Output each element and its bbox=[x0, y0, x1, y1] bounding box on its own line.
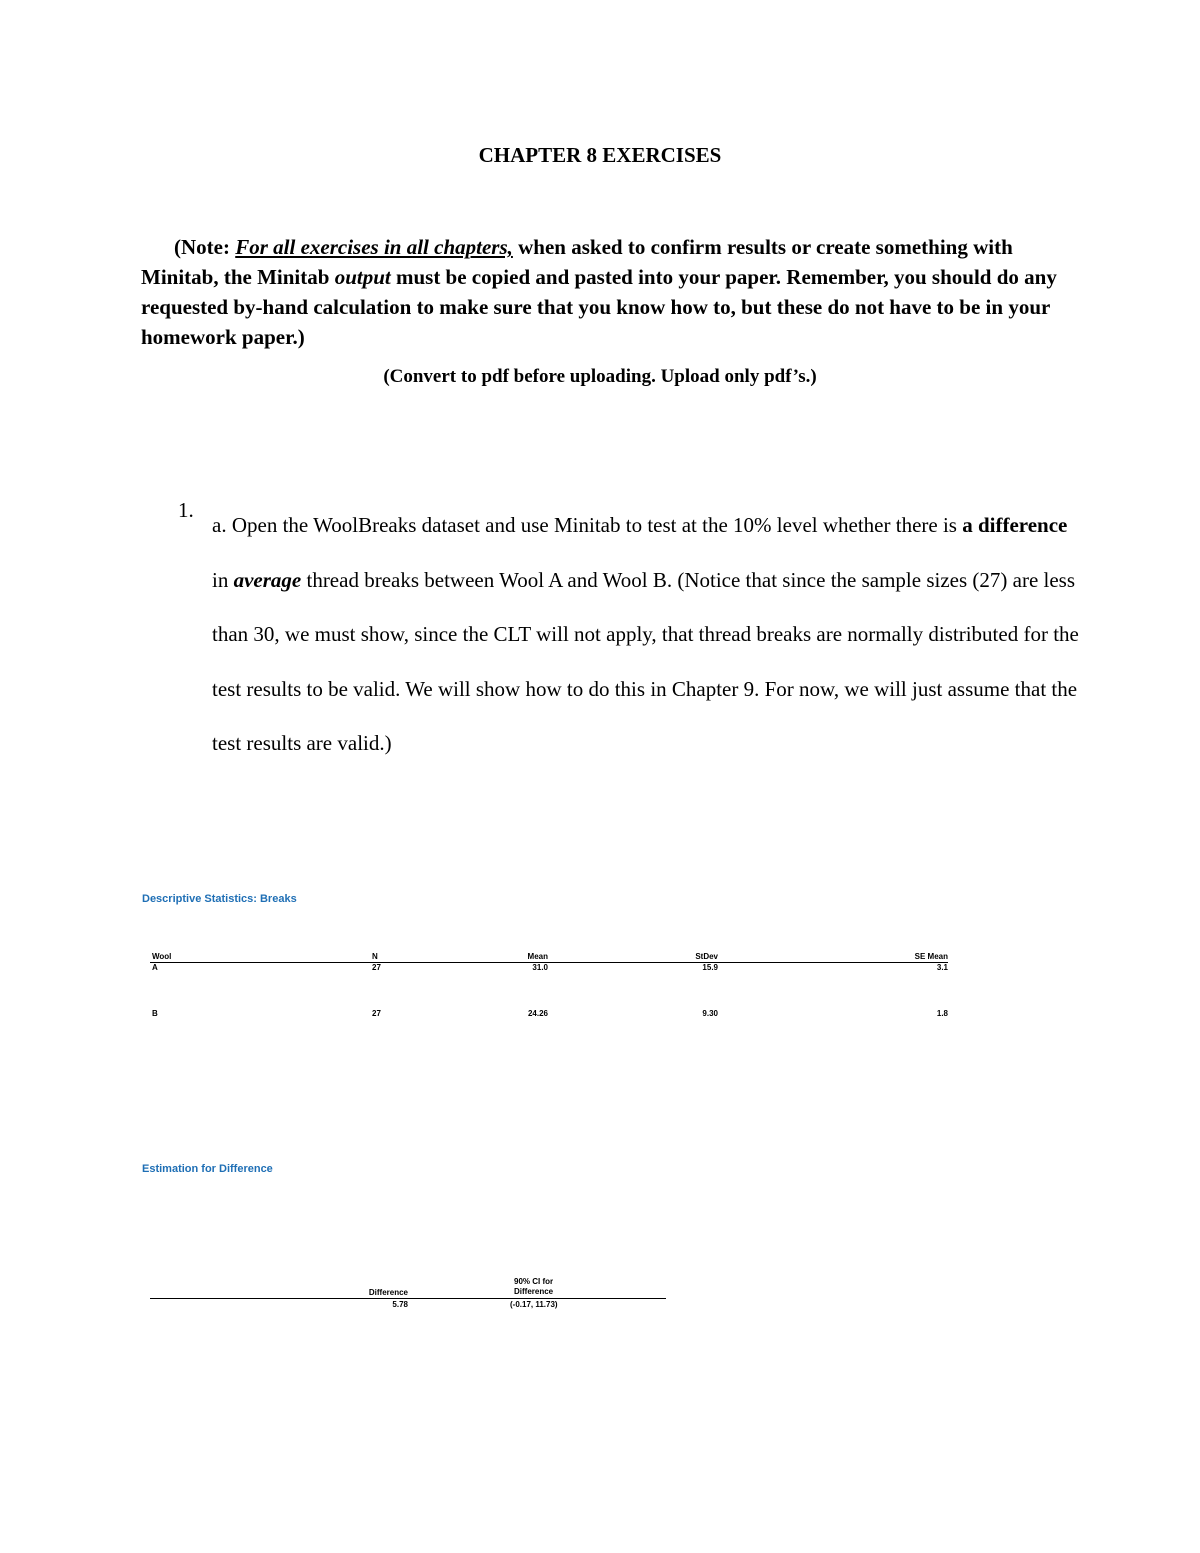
table-header-row bbox=[150, 952, 948, 963]
question-text-2: in bbox=[212, 567, 234, 592]
cell-stdev: 15.9 bbox=[702, 963, 718, 972]
cell-mean: 24.26 bbox=[527, 1009, 548, 1018]
header-mean: Mean bbox=[527, 952, 548, 961]
table-row bbox=[150, 1009, 948, 1019]
header-stdev: StDev bbox=[695, 952, 718, 961]
cell-se-mean: 3.1 bbox=[936, 963, 948, 972]
estimation-title: Estimation for Difference bbox=[142, 1163, 273, 1175]
cell-se-mean: 1.8 bbox=[936, 1009, 948, 1018]
cell-difference: 5.78 bbox=[392, 1300, 408, 1309]
instructions-note bbox=[141, 232, 1081, 352]
header-ci-line-1: 90% CI for bbox=[514, 1277, 554, 1286]
cell-n: 27 bbox=[372, 1009, 381, 1018]
question-body bbox=[212, 498, 1082, 771]
table-row bbox=[150, 963, 948, 973]
convert-note: (Convert to pdf before uploading. Upload only pdf’s.) bbox=[383, 366, 817, 387]
question-bold-italic: average bbox=[233, 567, 302, 592]
note-italic: output bbox=[334, 265, 391, 289]
question-part-label: a. bbox=[212, 513, 227, 537]
cell-ci: (-0.17, 11.73) bbox=[510, 1300, 558, 1309]
question-number: 1. bbox=[178, 498, 194, 522]
descriptive-statistics-title: Descriptive Statistics: Breaks bbox=[142, 893, 297, 905]
table-row bbox=[150, 1299, 666, 1310]
estimation-table bbox=[150, 1277, 666, 1310]
header-wool: Wool bbox=[152, 952, 172, 961]
note-underlined: For all exercises in all chapters, bbox=[235, 235, 513, 259]
cell-mean: 31.0 bbox=[532, 963, 548, 972]
page-title: CHAPTER 8 EXERCISES bbox=[478, 143, 722, 167]
question-text-3: thread breaks between Wool A and Wool B. (Notice that since the sample sizes (27) are less than 30, we must show, since the CLT will not apply, that thread breaks are normally distributed for the test results to be valid. We will show how to do this in Chapter 9. For now, we will just assume that the test results are valid.) bbox=[212, 567, 1079, 755]
header-se-mean: SE Mean bbox=[914, 952, 948, 961]
table-header-row bbox=[150, 1277, 666, 1299]
header-ci-line-2: Difference bbox=[514, 1287, 554, 1296]
question-bold: a difference bbox=[962, 513, 1068, 537]
descriptive-statistics-table bbox=[150, 952, 948, 1019]
cell-n: 27 bbox=[372, 963, 381, 972]
cell-wool: B bbox=[152, 1009, 158, 1018]
note-part2: must be copied and pasted into your paper. Remember, you should do any requested by-hand calculation to make sure that you know how to, but these do not have to be in your homework paper.) bbox=[141, 265, 1057, 349]
note-part1: when asked to confirm results or create something with Minitab, the Minitab bbox=[141, 235, 1013, 289]
note-open: (Note: bbox=[174, 235, 236, 259]
cell-wool: A bbox=[152, 963, 158, 972]
header-n: N bbox=[372, 952, 378, 961]
header-difference: Difference bbox=[368, 1288, 408, 1297]
cell-stdev: 9.30 bbox=[702, 1009, 718, 1018]
header-ci bbox=[514, 1277, 553, 1297]
question-text-1: Open the WoolBreaks dataset and use Minitab to test at the 10% level whether there is bbox=[231, 513, 963, 537]
